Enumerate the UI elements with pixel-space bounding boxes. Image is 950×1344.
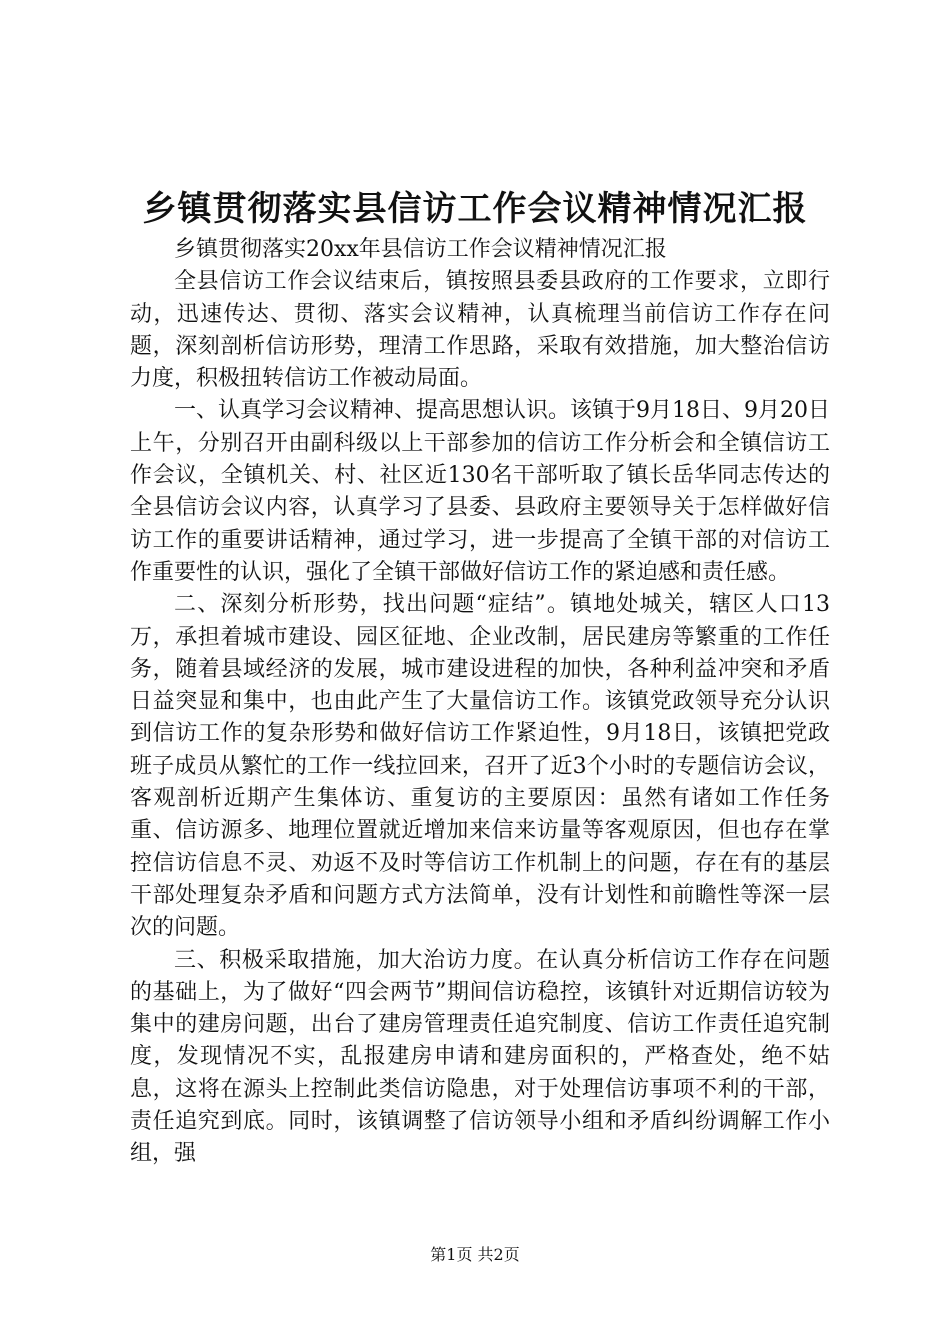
document-title: 乡镇贯彻落实县信访工作会议精神情况汇报 [142, 189, 808, 229]
paragraph-section-2: 二、深刻分析形势，找出问题“症结”。镇地处城关，辖区人口13万，承担着城市建设、园区征地、企业改制，居民建房等繁重的工作任务，随着县域经济的发展，城市建设进程的加快，各种利益冲突和矛盾日益突显和集中，也由此产生了大量信访工作。该镇党政领导充分认识到信访工作的复杂形势和做好信访工作紧迫性，9月18日，该镇把党政班子成员从繁忙的工作一线拉回来，召开了近3个小时的专题信访会议，客观剖析近期产生集体访、重复访的主要原因：虽然有诸如工作任务重、信访源多、地理位置就近增加来信来访量等客观原因，但也存在掌控信访信息不灵、劝返不及时等信访工作机制上的问题，存在有的基层干部处理复杂矛盾和问题方式方法简单，没有计划性和前瞻性等深一层次的问题。 [130, 592, 830, 941]
page-footer: 第1页 共2页 [430, 1245, 520, 1264]
paragraph-section-3: 三、积极采取措施，加大治访力度。在认真分析信访工作存在问题的基础上，为了做好“四会两节”期间信访稳控，该镇针对近期信访较为集中的建房问题，出台了建房管理责任追究制度、信访工作责任追究制度，发现情况不实，乱报建房申请和建房面积的，严格查处，绝不姑息，这将在源头上控制此类信访隐患，对于处理信访事项不利的干部，责任追究到底。同时，该镇调整了信访领导小组和矛盾纠纷调解工作小组，强 [130, 947, 830, 1167]
document-subtitle: 乡镇贯彻落实20xx年县信访工作会议精神情况汇报 [174, 237, 667, 262]
document-body [130, 234, 830, 1171]
paragraph-intro: 全县信访工作会议结束后，镇按照县委县政府的工作要求，立即行动，迅速传达、贯彻、落实会议精神，认真梳理当前信访工作存在问题，深刻剖析信访形势，理清工作思路，采取有效措施，加大整治信访力度，积极扭转信访工作被动局面。 [130, 269, 830, 392]
paragraph-section-1: 一、认真学习会议精神、提高思想认识。该镇于9月18日、9月20日上午，分别召开由副科级以上干部参加的信访工作分析会和全镇信访工作会议，全镇机关、村、社区近130名干部听取了镇长岳华同志传达的全县信访会议内容，认真学习了县委、县政府主要领导关于怎样做好信访工作的重要讲话精神，通过学习，进一步提高了全镇干部的对信访工作重要性的认识，强化了全镇干部做好信访工作的紧迫感和责任感。 [130, 398, 831, 585]
